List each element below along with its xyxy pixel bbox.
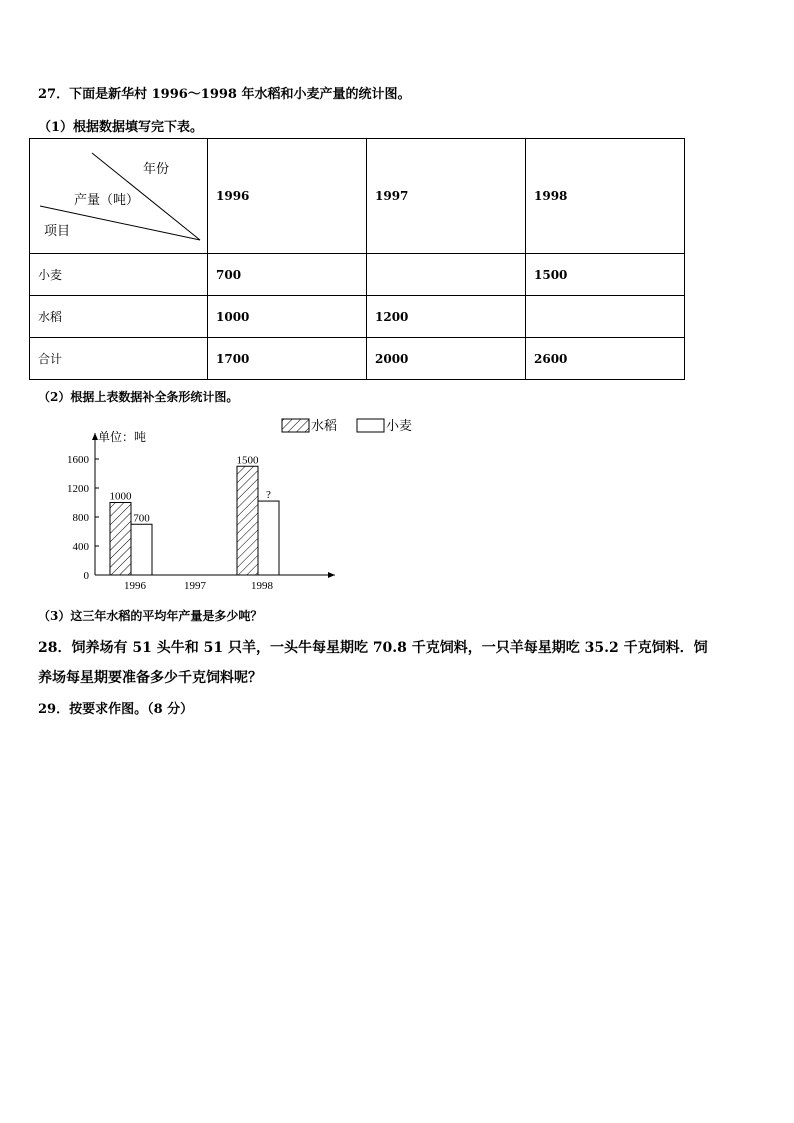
legend-label: 小麦: [386, 419, 413, 434]
data-label: ?: [266, 489, 271, 502]
cell-rice-1998: [526, 296, 685, 338]
legend-label: 水稻: [311, 419, 338, 434]
x-axis-arrow: [328, 572, 335, 578]
row-label: 小麦: [30, 254, 208, 296]
y-tick-label: 800: [72, 512, 89, 524]
part-2-instruction: （2）根据上表数据补全条形统计图。: [38, 390, 239, 404]
legend-swatch: [282, 419, 309, 432]
y-tick-label: 1600: [67, 454, 89, 466]
question-27-title: 27．下面是新华村 1996～1998 年水稻和小麦产量的统计图。: [38, 87, 411, 102]
table-row-wheat: [30, 254, 685, 296]
year-header-1997: 1997: [367, 139, 526, 254]
y-tick-label: 0: [83, 570, 89, 582]
y-tick-label: 1200: [67, 483, 89, 495]
cell-wheat-1996: 700: [208, 254, 367, 296]
x-tick-label: 1996: [124, 580, 146, 592]
legend-swatch: [357, 419, 384, 432]
cell-rice-1997: 1200: [367, 296, 526, 338]
cell-rice-1996: 1000: [208, 296, 367, 338]
table-row-rice: [30, 296, 685, 338]
cell-total-1998: 2600: [526, 338, 685, 380]
year-header-1998: 1998: [526, 139, 685, 254]
question-28-line-2: 养场每星期要准备多少千克饲料呢？: [38, 670, 262, 686]
row-label: 合计: [30, 338, 208, 380]
part-3-question: （3）这三年水稻的平均年产量是多少吨？: [38, 609, 263, 623]
bar-rice: [110, 503, 131, 576]
cell-wheat-1997: [367, 254, 526, 296]
data-label: 700: [133, 512, 150, 525]
cell-total-1996: 1700: [208, 338, 367, 380]
question-28-line-1: 28．饲养场有 51 头牛和 51 只羊，一头牛每星期吃 70.8 千克饲料，一只羊每星期吃 35.2 千克饲料．饲: [38, 640, 708, 656]
bar-chart: [50, 415, 430, 595]
header-item-label: 项目: [44, 224, 71, 239]
cell-wheat-1998: 1500: [526, 254, 685, 296]
production-table: [29, 138, 685, 380]
header-output-label: 产量（吨）: [74, 193, 140, 208]
bar-wheat: [258, 501, 279, 575]
y-tick-label: 400: [72, 541, 89, 553]
bar-wheat: [131, 524, 152, 575]
header-year-label: 年份: [143, 162, 170, 177]
bar-rice: [237, 466, 258, 575]
part-1-instruction: （1）根据数据填写完下表。: [38, 120, 204, 135]
data-label: 1500: [236, 454, 259, 467]
cell-total-1997: 2000: [367, 338, 526, 380]
table-header-diagonal-cell: [30, 139, 208, 254]
row-label: 水稻: [30, 296, 208, 338]
table-row-total: [30, 338, 685, 380]
x-tick-label: 1998: [251, 580, 273, 592]
year-header-1996: 1996: [208, 139, 367, 254]
question-29-title: 29．按要求作图。（8 分）: [38, 702, 194, 717]
data-label: 1000: [109, 490, 132, 503]
y-axis-label: 单位：吨: [98, 430, 147, 444]
x-tick-label: 1997: [184, 580, 206, 592]
